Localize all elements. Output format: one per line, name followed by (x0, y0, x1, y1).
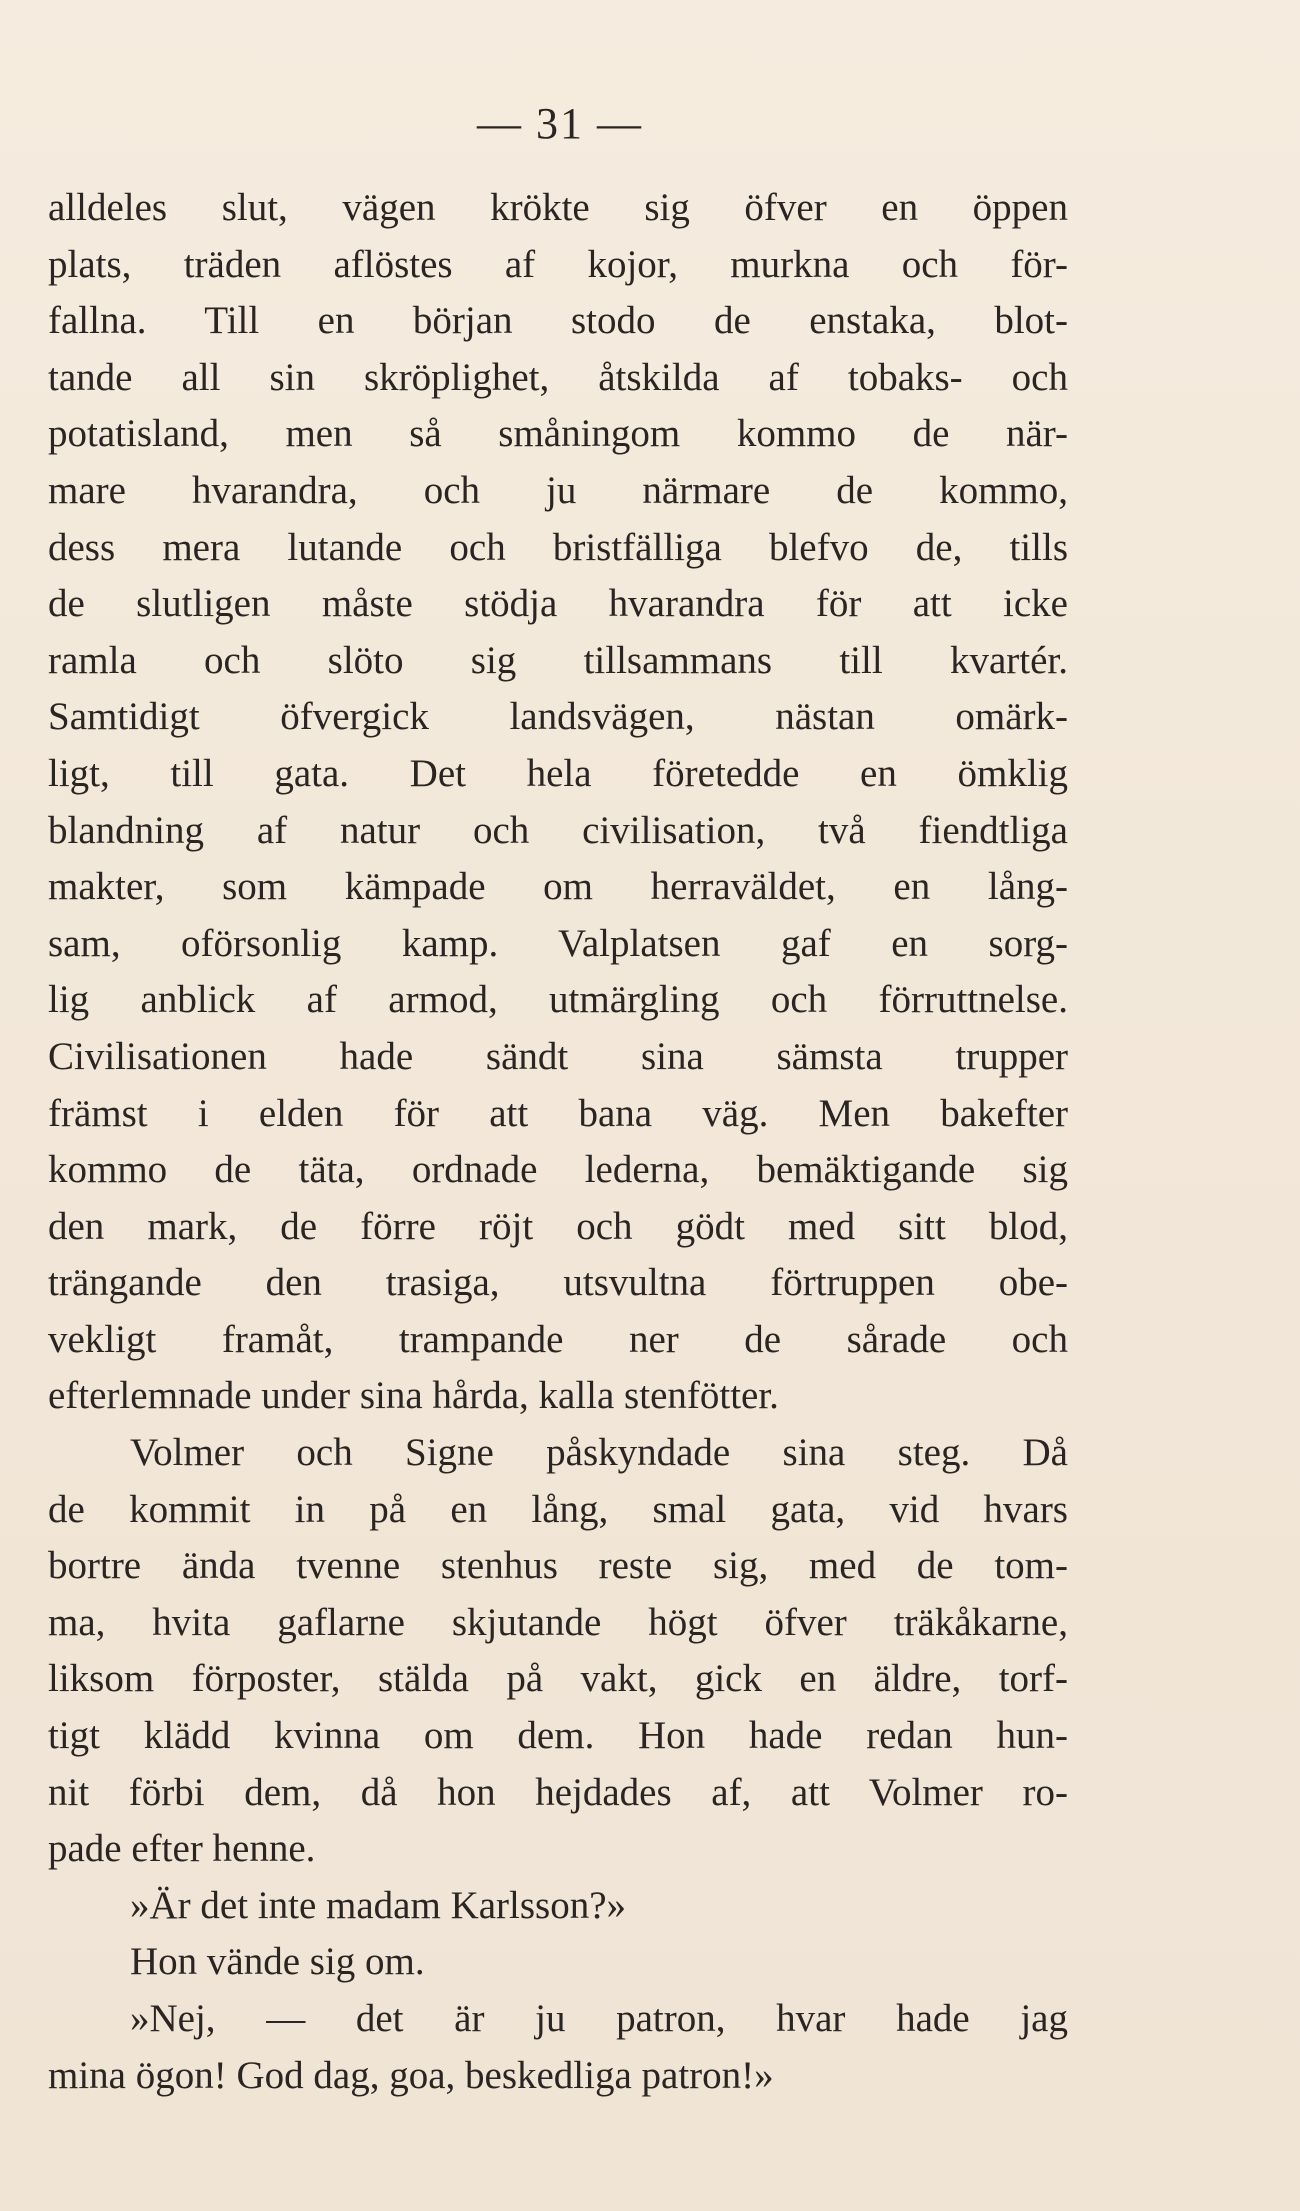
text-line: tande all sin skröplighet, åtskilda af tobaks- och (48, 355, 1068, 399)
text-line: trängande den trasiga, utsvultna förtruppen obe- (48, 1261, 1068, 1305)
text-line: potatisland, men så småningom kommo de när- (48, 412, 1068, 456)
text-line: Civilisationen hade sändt sina sämsta trupper (48, 1034, 1068, 1078)
text-line: dess mera lutande och bristfälliga blefvo de, tills (48, 525, 1068, 569)
text-line: Hon vände sig om. (130, 1940, 425, 1984)
text-line: ramla och slöto sig tillsammans till kvartér. (48, 638, 1068, 682)
text-line: sam, oförsonlig kamp. Valplatsen gaf en sorg- (48, 921, 1068, 965)
text-line: fallna. Till en början stodo de enstaka, blot- (48, 299, 1068, 343)
text-line: den mark, de förre röjt och gödt med sitt blod, (48, 1204, 1068, 1248)
text-line: »Nej, — det är ju patron, hvar hade jag (130, 1997, 1068, 2040)
text-line: tigt klädd kvinna om dem. Hon hade redan hun- (48, 1714, 1068, 1758)
text-line: kommo de täta, ordnade lederna, bemäktigande sig (48, 1148, 1068, 1192)
text-line: Volmer och Signe påskyndade sina steg. Då (130, 1431, 1068, 1475)
text-line: mina ögon! God dag, goa, beskedliga patron!» (48, 2053, 774, 2097)
text-line: alldeles slut, vägen krökte sig öfver en öppen (48, 186, 1068, 229)
text-line: Samtidigt öfvergick landsvägen, nästan omärk- (48, 695, 1068, 739)
text-line: de kommit in på en lång, smal gata, vid hvars (48, 1487, 1068, 1531)
text-line: bortre ända tvenne stenhus reste sig, med de tom- (48, 1544, 1068, 1588)
text-line: makter, som kämpade om herraväldet, en lång- (48, 865, 1068, 909)
text-line: mare hvarandra, och ju närmare de kommo, (48, 468, 1068, 512)
text-line: »Är det inte madam Karlsson?» (130, 1883, 627, 1927)
text-line: plats, träden aflöstes af kojor, murkna och för- (48, 242, 1068, 286)
text-line: de slutligen måste stödja hvarandra för att icke (48, 582, 1068, 626)
text-line: blandning af natur och civilisation, två fiendtliga (48, 808, 1068, 852)
text-line: främst i elden för att bana väg. Men bakefter (48, 1091, 1068, 1135)
text-line: vekligt framåt, trampande ner de sårade och (48, 1317, 1068, 1361)
text-line: efterlemnade under sina hårda, kalla stenfötter. (48, 1374, 779, 1418)
body-text (48, 180, 1068, 2104)
text-line: ma, hvita gaflarne skjutande högt öfver träkåkarne, (48, 1600, 1068, 1644)
text-line: liksom förposter, stälda på vakt, gick en äldre, torf- (48, 1657, 1068, 1701)
text-line: ligt, till gata. Det hela företedde en ömklig (48, 751, 1068, 795)
text-line: nit förbi dem, då hon hejdades af, att Volmer ro- (48, 1770, 1068, 1814)
page-number: — 31 — (477, 99, 643, 148)
text-line: pade efter henne. (48, 1827, 316, 1871)
text-line: lig anblick af armod, utmärgling och förruttnelse. (48, 978, 1068, 1022)
